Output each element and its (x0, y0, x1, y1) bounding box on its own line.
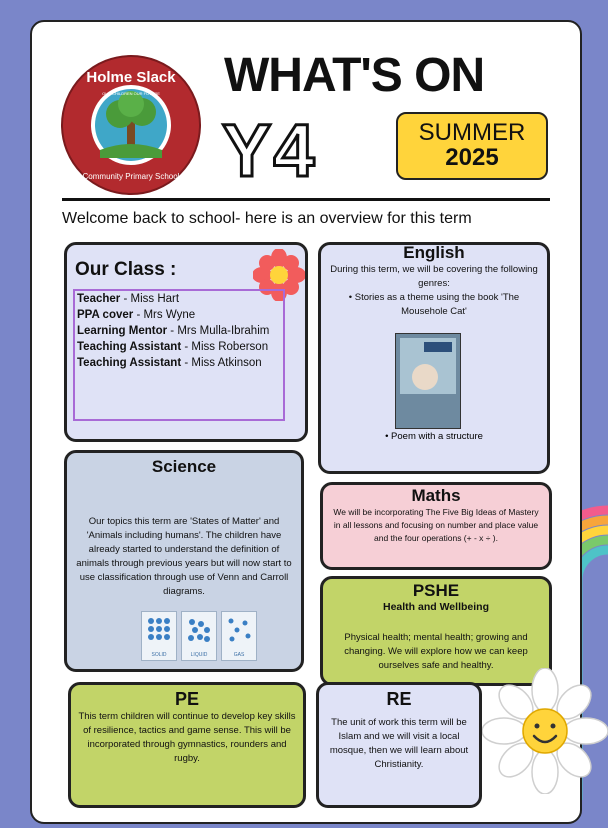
pshe-heading: PSHE (412, 581, 460, 600)
science-heading: Science (151, 457, 217, 476)
liquid-label: LIQUID (190, 652, 208, 658)
staff-name: - Miss Atkinson (181, 357, 262, 369)
re-body: The unit of work this term will be Islam and we will visit a local mosque, then we will learn about Christianity. (329, 717, 469, 770)
pshe-subheading: Health and Wellbeing (383, 601, 489, 613)
re-box (316, 682, 482, 808)
english-intro: During this term, we will be covering the following genres: (330, 264, 538, 289)
staff-list (73, 289, 285, 421)
staff-role: PPA cover (77, 309, 134, 321)
staff-role: Teaching Assistant (77, 341, 182, 353)
logo-school-name: Holme Slack (86, 69, 176, 86)
header-divider (62, 198, 550, 201)
staff-row (77, 307, 281, 323)
maths-box (320, 482, 552, 570)
english-heading: English (403, 243, 465, 262)
liquid-tile (181, 611, 217, 661)
year-group: Y4 (222, 109, 317, 192)
staff-row (77, 323, 281, 339)
gas-tile (221, 611, 257, 661)
staff-name: - Mrs Mulla-Ibrahim (167, 325, 270, 337)
staff-name: - Mrs Wyne (133, 309, 196, 321)
gas-label: GAS (233, 652, 245, 658)
english-box (318, 242, 550, 474)
maths-heading: Maths (411, 486, 461, 505)
book-cover-image (395, 333, 461, 429)
science-box (64, 450, 304, 672)
page-title: WHAT'S ON (224, 49, 485, 102)
book-cover-title (424, 342, 452, 352)
staff-row (77, 339, 281, 355)
maths-body: We will be incorporating The Five Big Ideas of Mastery in all lessons and focusing on number and place value and the four operations (+ - x ÷ ). (333, 507, 539, 543)
solid-label: SOLID (151, 652, 167, 658)
solid-tile (141, 611, 177, 661)
welcome-text: Welcome back to school- here is an overview for this term (62, 210, 472, 227)
staff-row (77, 291, 281, 307)
term-label: SUMMER (418, 119, 526, 146)
solid-particles-icon (146, 616, 172, 644)
staff-role: Teacher (77, 293, 121, 305)
staff-role: Teaching Assistant (77, 357, 182, 369)
our-class-box (64, 242, 308, 442)
re-heading: RE (386, 689, 412, 709)
staff-name: - Miss Roberson (181, 341, 269, 353)
term-year: 2025 (445, 144, 499, 172)
english-item-poem: • Poem with a structure (385, 431, 483, 442)
liquid-particles-icon (186, 616, 212, 644)
science-body: Our topics this term are 'States of Matter' and 'Animals including humans'. The children have already started to understand the definition of animals through previous years but will now start to use classification through use of Venn and Carroll diagrams. (76, 516, 292, 597)
school-logo (60, 54, 202, 196)
term-badge (396, 112, 548, 180)
daisy-icon (482, 668, 608, 794)
english-item-stories: • Stories as a theme using the book 'The Mousehole Cat' (348, 292, 520, 317)
staff-name: - Miss Hart (120, 293, 180, 305)
pe-heading: PE (174, 689, 199, 709)
book-cover-figure (412, 364, 438, 390)
staff-row (77, 355, 281, 371)
logo-subtitle: Community Primary School (82, 172, 180, 181)
gas-particles-icon (226, 616, 252, 644)
pe-body: This term children will continue to develop key skills of resilience, tactics and game sense. This will be incorporated through gymnastics, rounders and rugby. (78, 711, 296, 764)
states-of-matter-images (141, 611, 257, 661)
our-class-heading: Our Class : (75, 259, 177, 280)
logo-motto: OUR CHILDREN OUR FUTURE (102, 91, 160, 96)
pshe-body: Physical health; mental health; growing and changing. We will explore how we can keep ourselves safe and healthy. (344, 632, 528, 671)
staff-role: Learning Mentor (77, 325, 168, 337)
pe-box (68, 682, 306, 808)
